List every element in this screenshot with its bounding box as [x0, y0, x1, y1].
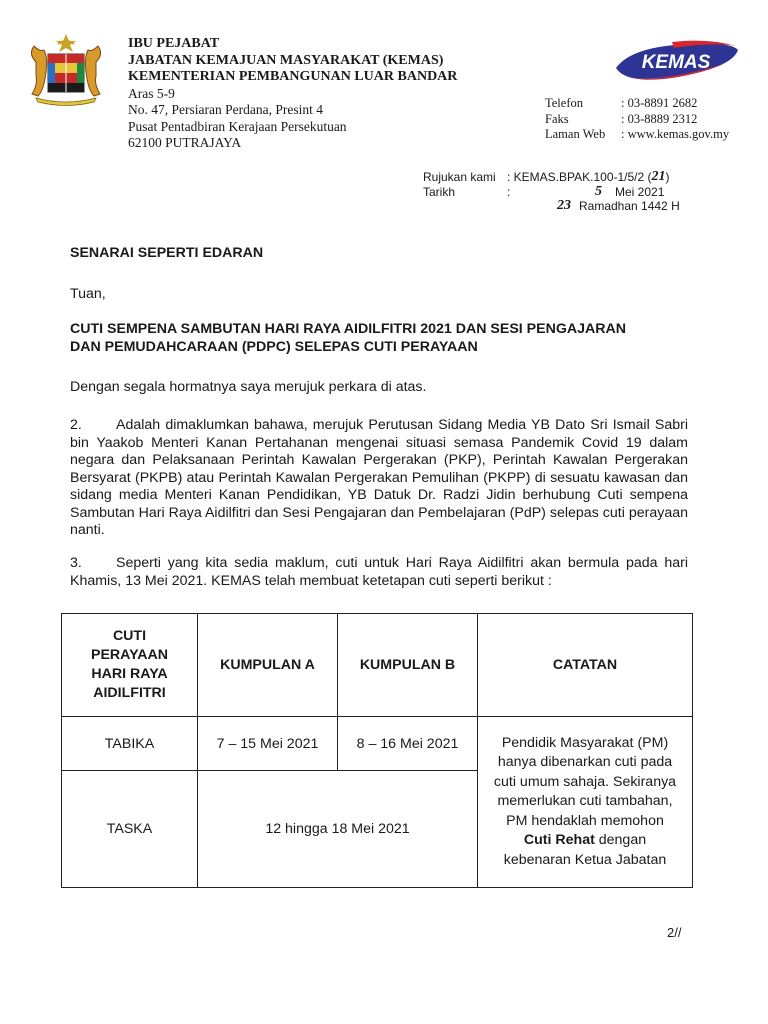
hijri-row	[423, 199, 680, 214]
salutation: Tuan,	[70, 286, 106, 302]
address-line-4: 62100 PUTRAJAYA	[128, 135, 242, 150]
subject-line-1: CUTI SEMPENA SAMBUTAN HARI RAYA AIDILFITRI 2021 DAN SESI PENGAJARAN	[70, 321, 627, 337]
letterhead	[128, 36, 457, 152]
malaysia-crest-icon	[18, 32, 114, 106]
notes-bold: Cuti Rehat	[523, 832, 595, 849]
header-holiday	[62, 614, 198, 717]
table-row	[62, 717, 693, 771]
subject	[70, 321, 700, 356]
reference-label: Rujukan kami	[423, 170, 496, 184]
contact-value: : 03-8889 2312	[621, 111, 698, 126]
distribution-heading: SENARAI SEPERTI EDARAN	[70, 245, 264, 261]
notes-line: cuti umum sahaja. Sekiranya	[493, 773, 677, 790]
date-value: Mei 2021	[615, 184, 665, 199]
org-line-3: KEMENTERIAN PEMBANGUNAN LUAR BANDAR	[128, 69, 458, 84]
paragraph-number: 2.	[70, 417, 82, 433]
reference-handwritten: 21	[651, 169, 666, 184]
contact-phone	[545, 96, 729, 112]
subject-line-2: DAN PEMUDAHCARAAN (PDPC) SELEPAS CUTI PERAYAAN	[70, 338, 478, 355]
header-line: AIDILFITRI	[93, 685, 166, 701]
address-line-1: Aras 5-9	[128, 85, 175, 101]
page-marker: 2//	[667, 925, 682, 940]
notes-line: hanya dibenarkan cuti pada	[497, 754, 673, 771]
paragraph-number: 3.	[70, 555, 82, 571]
contact-fax	[545, 112, 729, 128]
hijri-value: Ramadhan 1442 H	[579, 199, 680, 213]
paragraph-3-text: Seperti yang kita sedia maklum, cuti untuk Hari Raya Aidilfitri akan bermula pada hari Khamis, 13 Mei 2021. KEMAS telah membuat ketetapan cuti seperti berikut :	[70, 555, 688, 589]
date-handwritten: 5	[595, 183, 602, 199]
taska-groups: 12 hingga 18 Mei 2021	[198, 771, 478, 888]
header-line: HARI RAYA	[91, 666, 168, 682]
holiday-table	[61, 613, 693, 888]
contact-web	[545, 127, 729, 143]
notes-line: memerlukan cuti tambahan,	[497, 793, 673, 810]
notes-cell	[478, 717, 693, 888]
row-label-taska: TASKA	[62, 771, 198, 888]
header-group-a: KUMPULAN A	[198, 614, 338, 717]
org-line-1: IBU PEJABAT	[128, 36, 220, 51]
header-group-b: KUMPULAN B	[338, 614, 478, 717]
paragraph-3	[70, 555, 688, 590]
contact-label: Faks	[545, 111, 569, 126]
notes-after-bold: dengan	[594, 832, 647, 849]
contact-value: : www.kemas.gov.my	[621, 127, 730, 141]
paragraph-2-text: Adalah dimaklumkan bahawa, merujuk Perutusan Sidang Media YB Dato Sri Ismail Sabri bin Yaakob Menteri Kanan Pertahanan mengenai situasi semasa Pandemik Covid 19 dalam negara dan Pelaksanaan Perintah Kawalan Pergerakan (PKP), Perintah Kawalan Pergerakan Bersyarat (PKPB) atau Perintah Kawalan Pergerakan Pemulihan (PKPP) di sesuatu kawasan dan sidang media Menteri Kanan Pendidikan, YB Datuk Dr. Radzi Jidin berhubung Cuti sempena Sambutan Hari Raya Aidilfitri dan Sesi Pengajaran dan Pembelajaran (PdP) selepas cuti perayaan nanti.	[70, 417, 688, 538]
notes-line: Pendidik Masyarakat (PM)	[501, 734, 669, 751]
contact-label: Laman Web	[545, 127, 606, 141]
address-line-3: Pusat Pentadbiran Kerajaan Persekutuan	[128, 118, 347, 134]
notes-line	[478, 831, 692, 851]
header-line: PERAYAAN	[90, 647, 168, 663]
tabika-group-b: 8 – 16 Mei 2021	[338, 717, 478, 771]
tabika-group-a: 7 – 15 Mei 2021	[198, 717, 338, 771]
notes-line: kebenaran Ketua Jabatan	[503, 851, 667, 868]
logo-text: KEMAS	[641, 52, 711, 73]
date-colon: :	[507, 184, 511, 199]
header-line: CUTI	[112, 628, 147, 644]
date-row	[423, 185, 680, 200]
kemas-logo	[612, 38, 742, 86]
reference-row	[423, 170, 680, 185]
contact-block	[545, 96, 729, 143]
address-line-2: No. 47, Persiaran Perdana, Presint 4	[128, 102, 323, 117]
paragraph-1: Dengan segala hormatnya saya merujuk perkara di atas.	[70, 379, 427, 395]
paragraph-2	[70, 417, 688, 540]
reference-block	[423, 170, 680, 214]
org-line-2: JABATAN KEMAJUAN MASYARAKAT (KEMAS)	[128, 52, 444, 68]
reference-value: : KEMAS.BPAK.100-1/5/2 (	[507, 170, 652, 184]
notes-line: PM hendaklah memohon	[506, 812, 664, 829]
table-header-row	[62, 614, 693, 717]
hijri-handwritten: 23	[557, 198, 571, 213]
row-label-tabika: TABIKA	[62, 717, 198, 771]
contact-label: Telefon	[545, 96, 583, 110]
date-label: Tarikh	[423, 184, 456, 199]
header-notes: CATATAN	[478, 614, 693, 717]
reference-close: )	[665, 170, 670, 184]
contact-value: : 03-8891 2682	[621, 96, 698, 110]
